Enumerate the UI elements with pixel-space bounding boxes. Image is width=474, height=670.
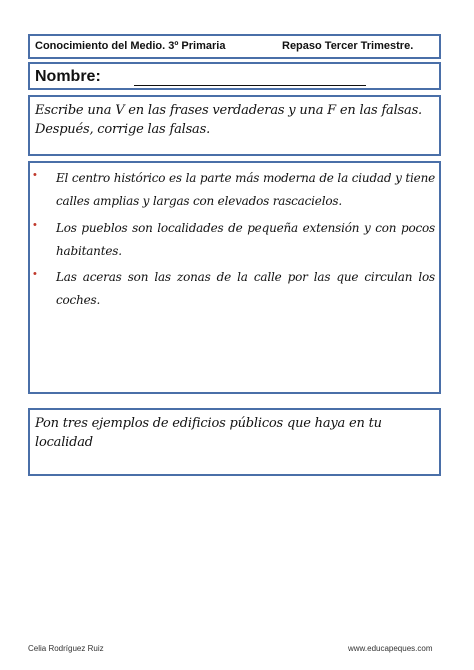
worksheet-header [28, 34, 441, 59]
question-text: Pon tres ejemplos de edificios públicos que haya en tu localidad [35, 416, 382, 450]
statement-item [33, 266, 435, 312]
instruction-text: Escribe una V en las frases verdaderas y una F en las falsas. Después, corrige las falsas. [35, 103, 422, 137]
bullet-icon: • [33, 219, 37, 231]
statement-text: Las aceras son las zonas de la calle por las que circulan los coches. [56, 270, 435, 307]
footer-author: Celia Rodríguez Ruiz [28, 644, 104, 653]
statement-text: El centro histórico es la parte más moderna de la ciudad y tiene calles amplias y largas con elevados rascacielos. [56, 171, 435, 208]
bullet-icon: • [33, 268, 37, 280]
subject-title: Conocimiento del Medio. 3º Primaria [35, 40, 226, 52]
statement-item [33, 167, 435, 213]
name-field-box [28, 62, 441, 90]
statement-text: Los pueblos son localidades de pequeña extensión y con pocos habitantes. [56, 221, 435, 258]
footer-site: www.educapeques.com [348, 644, 433, 653]
statements-box [28, 161, 441, 394]
name-blank-line[interactable] [134, 85, 366, 86]
question-box [28, 408, 441, 476]
review-title: Repaso Tercer Trimestre. [282, 40, 414, 52]
instruction-box [28, 95, 441, 156]
statement-item [33, 217, 435, 263]
name-label: Nombre: [35, 68, 101, 85]
bullet-icon: • [33, 169, 37, 181]
